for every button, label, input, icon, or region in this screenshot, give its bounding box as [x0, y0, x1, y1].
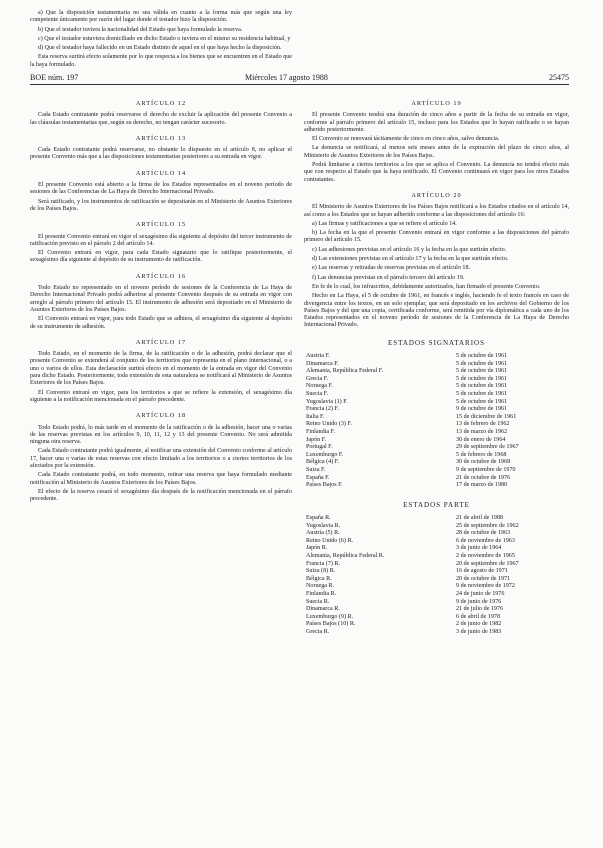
continued-text-block — [30, 10, 292, 71]
state-name: Dinamarca F. — [306, 360, 339, 367]
table-row — [306, 538, 538, 546]
state-name: Suecia R. — [306, 598, 330, 605]
article-heading: ARTÍCULO 13 — [135, 134, 187, 142]
state-name: Luxemburgo F. — [306, 451, 344, 458]
left-column — [30, 92, 292, 505]
state-date: 5 de octubre de 1961 — [456, 383, 508, 390]
state-name: Noruega F. — [306, 383, 333, 390]
state-date: 24 de junio de 1976 — [456, 590, 505, 597]
state-date: 17 de marzo de 1980 — [456, 482, 508, 489]
paragraph: Será ratificado, y los instrumentos de ratificación se depositarán en el Ministerio de Asuntos Exteriores de los Países Bajos. — [30, 198, 292, 212]
paragraph: Cada Estado contratante podrá reservarse, no obstante lo dispuesto en el artículo 8, no aplicar el presente Convenio más que a las disposiciones testamentarias posteriores a su entrada en vigor. — [30, 147, 292, 161]
article-heading: ARTÍCULO 17 — [135, 338, 187, 346]
state-name: Yugoslavia R. — [306, 522, 341, 529]
state-date: 6 de abril de 1978 — [456, 613, 500, 620]
state-name: Bélgica R. — [306, 575, 332, 582]
paragraph: a) Las firmas y ratificaciones a que se refiere el artículo 14. — [312, 220, 457, 227]
state-date: 5 de octubre de 1961 — [456, 368, 508, 375]
article-heading: ARTÍCULO 20 — [411, 191, 462, 199]
state-name: Portugal F. — [306, 444, 333, 451]
state-date: 6 de noviembre de 1963 — [456, 537, 515, 544]
state-date: 15 de diciembre de 1961 — [456, 413, 517, 420]
table-row — [306, 606, 538, 614]
table-row — [306, 406, 538, 414]
state-name: Reino Unido (6) R. — [306, 537, 354, 544]
state-name: Finlandia F. — [306, 428, 335, 435]
state-name: Francia (2) F. — [306, 406, 339, 413]
paragraph: Esta reserva surtirá efecto solamente por lo que respecta a los bienes que se encuentren en el Estado que la haya formulado. — [30, 54, 292, 68]
paragraph: El Ministerio de Asuntos Exteriores de los Países Bajos notificará a los Estados citados en el artículo 14, así como a los Estados que se hayan adherido conforme a las disposiciones del artículo 16: — [304, 204, 569, 218]
state-date: 25 de septiembre de 1962 — [456, 522, 519, 529]
paragraph: a) Que la disposición testamentaria no sea válida en cuanto a la forma más que según una ley competente únicamente por razón del lugar donde el testador hizo la disposición. — [30, 10, 292, 24]
table-row — [306, 629, 538, 637]
table-row — [306, 475, 538, 483]
table-row — [306, 576, 538, 584]
state-date: 5 de octubre de 1961 — [456, 398, 508, 405]
paragraph: Cada Estado contratante podrá, en todo momento, retirar una reserva que haya formulado mediante notificación al Ministerio de Asuntos Exteriores de los Países Bajos. — [30, 472, 292, 486]
state-name: Alemania, República Federal F. — [306, 368, 384, 375]
signatories-title: ESTADOS SIGNATARIOS — [387, 338, 486, 347]
table-row — [306, 545, 538, 553]
state-date: 9 de junio de 1976 — [456, 598, 502, 605]
table-row — [306, 599, 538, 607]
table-row — [306, 515, 538, 523]
page-number: 25475 — [549, 73, 569, 82]
table-row — [306, 459, 538, 467]
table-row — [306, 368, 538, 376]
parties-table — [306, 515, 538, 637]
issue-date: Miércoles 17 agosto 1988 — [245, 73, 328, 82]
state-date: 28 de octubre de 1963 — [456, 530, 511, 537]
paragraph: El presente Convenio entrará en vigor el sexagésimo día siguiente al depósito del tercer instrumento de ratificación previsto en el párrafo 2 del artículo 14. — [30, 233, 292, 247]
state-date: 5 de octubre de 1961 — [456, 360, 508, 367]
paragraph: Podrá limitarse a ciertos territorios a los que se aplica el Convenio. La denuncia no tendrá efecto más que con respecto al Estado que la haya notificado. El Convenio continuará en vigor para los otros Estados contratantes. — [304, 162, 569, 183]
state-name: Alemania, República Federal R. — [306, 552, 385, 559]
paragraph: El presente Convenio está abierto a la firma de los Estados representados en el noveno período de sesiones de las Conferencias de La Haya de Derecho Internacional Privado. — [30, 182, 292, 196]
paragraph: La denuncia se notificará, al menos seis meses antes de la expiración del plazo de cinco años, al Ministerio de Asuntos Exteriores de los Países Bajos. — [304, 145, 569, 159]
state-name: España R. — [306, 515, 331, 521]
paragraph: b) La fecha en la que el presente Convenio entrará en vigor conforme a las disposiciones del párrafo primero del artículo 15. — [304, 230, 569, 244]
state-date: 29 de septiembre de 1967 — [456, 444, 519, 451]
state-name: Dinamarca R. — [306, 606, 340, 613]
paragraph: En fe de lo cual, los infrascritos, debidamente autorizados, han firmado el presente Convenio. — [312, 283, 541, 290]
state-date: 9 de septiembre de 1970 — [456, 466, 516, 473]
state-name: Grecia F. — [306, 375, 329, 382]
state-name: Reino Unido (3) F. — [306, 421, 352, 428]
table-row — [306, 530, 538, 538]
state-date: 9 de noviembre de 1972 — [456, 583, 515, 590]
table-row — [306, 429, 538, 437]
paragraph: e) Las reservas y retiradas de reservas previstas en el artículo 18. — [312, 265, 471, 272]
state-name: Austria F. — [306, 353, 330, 360]
state-date: 2 de noviembre de 1965 — [456, 552, 515, 559]
paragraph: El efecto de la reserva cesará el sexagésimo día después de la notificación mencionada en el párrafo precedente. — [30, 488, 292, 503]
paragraph: El Convenio entrará en vigor, para los territorios a que se refiere la extensión, el sexagésimo día siguiente a la notificación mencionada en el párrafo precedente. — [30, 389, 292, 403]
paragraph: El Convenio entrará en vigor, para cada Estado signatario que lo ratifique posteriormente, el sexagésimo día siguiente al depósito de su instrumento de ratificación. — [30, 250, 292, 264]
paragraph: Cada Estado contratante podrá reservarse el derecho de excluir la aplicación del presente Convenio a las cláusulas testamentarias que, según su derecho, no tengan carácter sucesorio. — [30, 112, 292, 126]
signatories-table — [306, 353, 538, 490]
right-column — [304, 92, 569, 637]
state-date: 21 de abril de 1988 — [456, 515, 504, 521]
table-row — [306, 467, 538, 475]
state-name: Finlandia R. — [306, 590, 337, 597]
paragraph: d) Las extensiones previstas en el artículo 17 y la fecha en la que surtirán efecto. — [312, 256, 509, 263]
table-row — [306, 523, 538, 531]
article-heading: ARTÍCULO 14 — [135, 169, 187, 177]
table-row — [306, 621, 538, 629]
state-date: 3 de junio de 1983 — [456, 628, 502, 635]
paragraph: El Convenio se renovará tácitamente de cinco en cinco años, salvo denuncia. — [312, 136, 500, 143]
table-row — [306, 399, 538, 407]
state-date: 21 de julio de 1976 — [456, 606, 504, 613]
table-row — [306, 376, 538, 384]
state-name: España F. — [306, 474, 330, 481]
header-rule — [30, 84, 569, 85]
paragraph: f) Las denuncias previstas en el párrafo tercero del artículo 19. — [312, 274, 465, 281]
article-heading: ARTÍCULO 15 — [135, 221, 187, 229]
paragraph: Cada Estado contratante podrá igualmente, al notificar una extensión del Convenio conforme al artículo 17, hacer una o varias de estas reservas con efecto limitado a los territorios o a ciertos territorios de los afectados por la extensión. — [30, 448, 292, 469]
paragraph: El Convenio entrará en vigor, para todo Estado que se adhiera, el sexagésimo día siguiente al depósito de su instrumento de adhesión. — [30, 316, 292, 330]
state-name: Suiza F. — [306, 466, 326, 473]
paragraph: b) Que el testador tuviera la nacionalidad del Estado que haya formulado la reserva. — [38, 26, 243, 33]
table-row — [306, 583, 538, 591]
table-row — [306, 591, 538, 599]
state-name: Austria (5) R. — [306, 530, 340, 537]
state-name: Suiza (8) R. — [306, 568, 336, 575]
table-row — [306, 482, 538, 490]
journal-number: BOE núm. 197 — [30, 73, 79, 82]
state-name: Noruega R. — [306, 583, 335, 590]
table-row — [306, 437, 538, 445]
state-name: Italia F. — [306, 413, 325, 420]
table-row — [306, 561, 538, 569]
paragraph: El presente Convenio tendrá una duración de cinco años a partir de la fecha de su entrada en vigor, conforme al párrafo primero del artículo 15, incluso para los Estados que lo hayan ratificado o se hayan adherido posteriormente. — [304, 112, 569, 133]
table-row — [306, 568, 538, 576]
state-date: 3 de junio de 1964 — [456, 545, 502, 552]
state-date: 2 de junio de 1982 — [456, 621, 502, 628]
table-row — [306, 391, 538, 399]
state-date: 30 de octubre de 1968 — [456, 459, 511, 466]
paragraph: c) Que el testador estuviera domiciliado en dicho Estado o tuviera en el mismo su residencia habitual, y — [38, 35, 291, 42]
parties-title: ESTADOS PARTE — [403, 500, 470, 509]
table-row — [306, 353, 538, 361]
state-date: 20 de septiembre de 1967 — [456, 560, 519, 567]
paragraph: Hecho en La Haya, el 5 de octubre de 1961, en francés e inglés, haciendo fe el texto francés en caso de divergencia entre los textos, en un solo ejemplar, que será depositado en los archivos del Gobierno de los Países Bajos y del que una copia, certificada conforme, será remitida por vía diplomática a cada uno de los Estados representados en el noveno período de sesiones de la Conferencia de La Haya de Derecho Internacional Privado. — [304, 293, 569, 329]
table-row — [306, 452, 538, 460]
state-name: Grecia R. — [306, 628, 330, 635]
table-row — [306, 383, 538, 391]
state-date: 5 de octubre de 1961 — [456, 390, 508, 397]
paragraph: Todo Estado podrá, lo más tarde en el momento de la ratificación o de la adhesión, hacer una o varias de las reservas previstas en los artículos 9, 10, 11, 12 y 13 del presente Convenio. No será admitida ninguna otra reserva. — [30, 424, 292, 446]
state-date: 21 de octubre de 1976 — [456, 474, 511, 481]
table-row — [306, 361, 538, 369]
state-name: Países Bajos (10) R. — [306, 621, 356, 628]
article-heading: ARTÍCULO 18 — [135, 412, 187, 420]
article-heading: ARTÍCULO 19 — [411, 100, 462, 107]
state-name: Yugoslavia (1) F. — [306, 398, 348, 405]
state-name: Luxemburgo (9) R. — [306, 613, 354, 620]
state-name: Japón F. — [306, 436, 327, 443]
article-heading: ARTÍCULO 16 — [135, 272, 187, 280]
paragraph: Todo Estado no representado en el noveno período de sesiones de la Conferencia de La Haya de Derecho Internacional Privado podrá adherirse al presente Convenio después de su entrada en vigor con arreglo al párrafo primero del artículo 15. El instrumento de adhesión será depositado en el Ministerio de Asuntos Exteriores de los Países Bajos. — [30, 285, 292, 313]
state-name: Suecia F. — [306, 390, 329, 397]
paragraph: c) Las adhesiones previstas en el artículo 16 y la fecha en la que surtirán efecto. — [312, 246, 507, 253]
state-date: 30 de enero de 1964 — [456, 436, 506, 443]
state-name: Francia (7) R. — [306, 560, 341, 567]
state-name: Países Bajos F. — [306, 482, 343, 489]
table-row — [306, 444, 538, 452]
state-date: 5 de febrero de 1968 — [456, 451, 507, 458]
state-name: Bélgica (4) F. — [306, 459, 340, 466]
state-date: 20 de octubre de 1971 — [456, 575, 511, 582]
state-name: Japón R. — [306, 545, 328, 552]
table-row — [306, 553, 538, 561]
state-date: 9 de octubre de 1961 — [456, 406, 508, 413]
article-heading: ARTÍCULO 12 — [135, 100, 187, 107]
table-row — [306, 421, 538, 429]
state-date: 16 de agosto de 1971 — [456, 568, 508, 575]
paragraph: d) Que el testador haya fallecido en un Estado distinto de aquel en el que haya hecho la disposición. — [38, 45, 282, 52]
paragraph: Todo Estado, en el momento de la firma, de la ratificación o de la adhesión, podrá declarar que el presente Convenio se extenderá al conjunto de los territorios que representa en el plano internacional, o a uno o varios de ellos. Esta declaración surtirá efecto en el momento de la entrada en vigor del Convenio para dicho Estado. Posteriormente, toda extensión de esta naturaleza se notificará al Ministerio de Asuntos Exteriores de los Países Bajos. — [30, 351, 292, 387]
state-date: 5 de octubre de 1961 — [456, 375, 508, 382]
state-date: 5 de octubre de 1961 — [456, 353, 508, 360]
state-date: 13 de marzo de 1962 — [456, 428, 508, 435]
right-articles — [304, 100, 569, 330]
state-date: 13 de febrero de 1962 — [456, 421, 510, 428]
